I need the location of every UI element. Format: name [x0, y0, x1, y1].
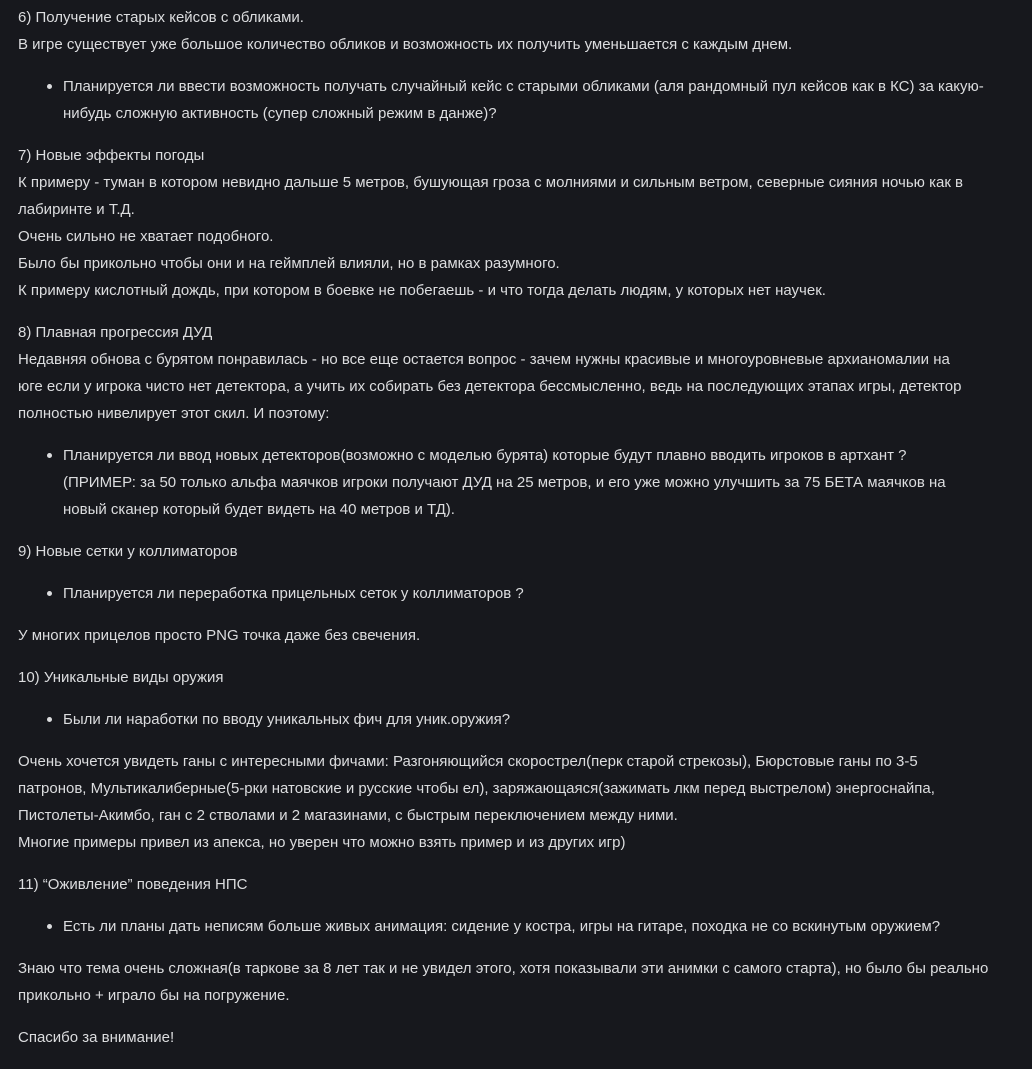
section-6-list [18, 73, 1024, 127]
section-text: Пистолеты-Акимбо, ган с 2 стволами и 2 магазинами, с быстрым переключением между ними. [18, 807, 678, 824]
section-text: К примеру кислотный дождь, при котором в боевке не побегаешь - и что тогда делать людям, у которых нет научек. [18, 282, 826, 299]
section-10 [18, 664, 1024, 691]
section-heading: 7) Новые эффекты погоды [18, 147, 205, 164]
section-10-list [18, 706, 1024, 733]
section-11-after [18, 955, 1024, 1009]
section-text: Многие примеры привел из апекса, но уверен что можно взять пример и из других игр) [18, 834, 626, 851]
section-text: В игре существует уже большое количество обликов и возможность их получить уменьшается с каждым днем. [18, 36, 793, 53]
list-item: Планируется ли ввести возможность получать случайный кейс с старыми обликами (аля рандомный пул кейсов как в КС) за какую- нибудь сложную активность (супер сложный режим в данже)? [18, 73, 1024, 127]
list-item: Планируется ли ввод новых детекторов(возможно с моделью бурята) которые будут плавно вводить игроков в артхант ? (ПРИМЕР: за 50 только альфа маячков игроки получают ДУД на 25 метров, и его уже можно улучшить за 75 БЕТА маячков на новый сканер который будет видеть на 40 метров и ТД). [18, 442, 1024, 523]
section-8-list [18, 442, 1024, 523]
section-text: прикольно + играло бы на погружение. [18, 987, 290, 1004]
section-9-after [18, 622, 1024, 649]
section-heading: 8) Плавная прогрессия ДУД [18, 324, 213, 341]
section-heading: 10) Уникальные виды оружия [18, 669, 224, 686]
section-9-list [18, 580, 1024, 607]
section-text: полностью нивелирует этот скил. И поэтому: [18, 405, 330, 422]
section-text: Знаю что тема очень сложная(в таркове за 8 лет так и не увидел этого, хотя показывали эти анимки с самого старта), но было бы реально [18, 960, 989, 977]
section-text: К примеру - туман в котором невидно дальше 5 метров, бушующая гроза с молниями и сильным ветром, северные сияния ночью как в [18, 174, 964, 191]
list-item: Были ли наработки по вводу уникальных фич для уник.оружия? [18, 706, 1024, 733]
section-text: лабиринте и Т.Д. [18, 201, 135, 218]
section-heading: 11) “Оживление” поведения НПС [18, 876, 248, 893]
section-text: юге если у игрока чисто нет детектора, а учить их собирать без детектора бессмысленно, ведь на последующих этапах игры, детектор [18, 378, 962, 395]
section-11 [18, 871, 1024, 898]
list-item: Есть ли планы дать неписям больше живых анимация: сидение у костра, игры на гитаре, походка не со вскинутым оружием? [18, 913, 1024, 940]
section-6 [18, 4, 1024, 58]
section-text: Очень хочется увидеть ганы с интересными фичами: Разгоняющийся скорострел(перк старой стрекозы), Бюрстовые ганы по 3-5 [18, 753, 918, 770]
section-9 [18, 538, 1024, 565]
section-10-after [18, 748, 1024, 856]
section-heading: 6) Получение старых кейсов с обликами. [18, 9, 304, 26]
section-text: патронов, Мультикалиберные(5-рки натовские и русские чтобы ел), заряжающаяся(зажимать лкм перед выстрелом) энергоснайпа, [18, 780, 935, 797]
section-8 [18, 319, 1024, 427]
closing-text: Спасибо за внимание! [18, 1029, 175, 1046]
section-text: Недавняя обнова с бурятом понравилась - но все еще остается вопрос - зачем нужны красивые и многоуровневые архианомалии на [18, 351, 950, 368]
section-text: Очень сильно не хватает подобного. [18, 228, 274, 245]
section-7 [18, 142, 1024, 304]
section-11-list [18, 913, 1024, 940]
section-heading: 9) Новые сетки у коллиматоров [18, 543, 238, 560]
section-text: У многих прицелов просто PNG точка даже без свечения. [18, 627, 421, 644]
list-item: Планируется ли переработка прицельных сеток у коллиматоров ? [18, 580, 1024, 607]
section-text: Было бы прикольно чтобы они и на геймплей влияли, но в рамках разумного. [18, 255, 560, 272]
